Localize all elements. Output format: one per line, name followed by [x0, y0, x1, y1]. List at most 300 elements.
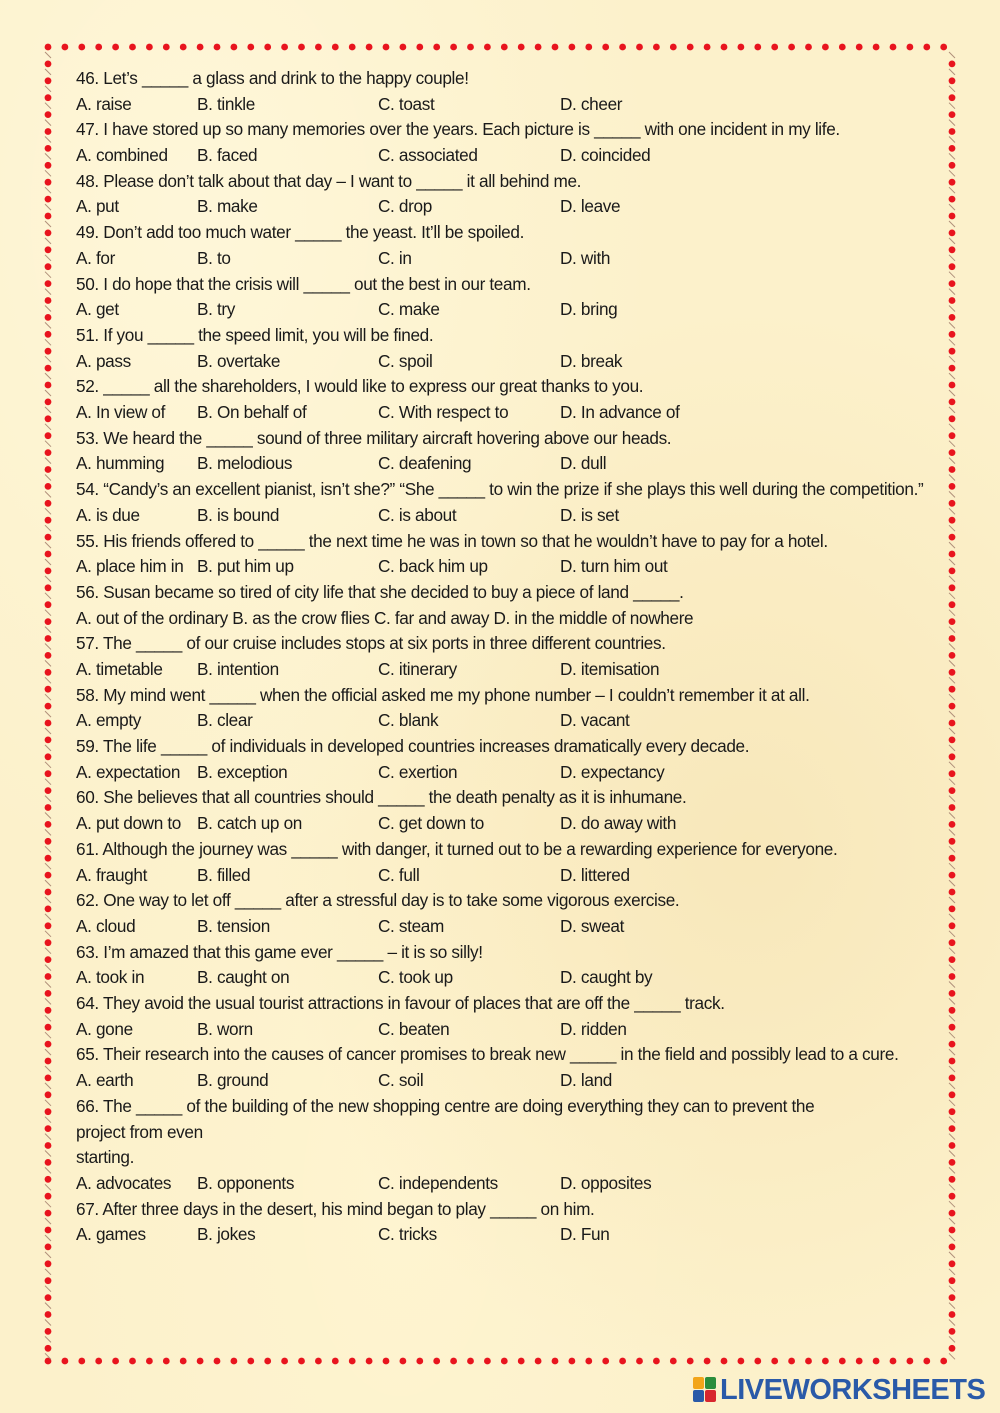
border-dot: [332, 1358, 339, 1365]
border-dash: [45, 593, 51, 599]
option-a: A. raise: [76, 93, 132, 114]
option-b: B. put him up: [197, 556, 294, 577]
border-dot: [949, 263, 956, 270]
option-b: B. tinkle: [197, 93, 255, 114]
question-item: [76, 374, 948, 425]
question-text: 55. His friends offered to _____ the next time he was in town so that he wouldn’t have to pay for a hotel.: [76, 530, 828, 551]
border-dot: [45, 770, 52, 777]
option-c: C. took up: [378, 967, 453, 988]
border-dash: [45, 1032, 51, 1038]
border-dash: [949, 1032, 955, 1038]
border-dot: [45, 399, 52, 406]
border-dot: [45, 314, 52, 321]
question-text: 60. She believes that all countries should _____ the death penalty as it is inhumane.: [76, 787, 687, 808]
option-c: C. soil: [378, 1070, 424, 1091]
border-dot: [45, 906, 52, 913]
border-dash: [949, 931, 955, 937]
option-d: D. cheer: [560, 93, 623, 114]
border-dot: [45, 1024, 52, 1031]
question-text: 54. “Candy’s an excellent pianist, isn’t she?” “She _____ to win the prize if she plays this well during the competition.”: [76, 479, 924, 500]
question-text: 65. Their research into the causes of cancer promises to break new _____ in the field and possibly lead to a cure.: [76, 1044, 899, 1065]
option-b: B. exception: [197, 761, 288, 782]
option-c: C. itinerary: [378, 659, 457, 679]
border-dot: [45, 838, 52, 845]
border-dot: [949, 466, 956, 473]
border-dot: [45, 179, 52, 186]
option-c: C. associated: [378, 145, 478, 166]
border-dot: [949, 500, 956, 507]
border-dash: [45, 272, 51, 278]
border-dot: [585, 44, 592, 51]
border-dash: [949, 829, 955, 835]
option-c: C. drop: [378, 196, 432, 217]
logo-text: LIVEWORKSHEETS: [720, 1373, 986, 1406]
border-dot: [949, 990, 956, 997]
border-dot: [805, 1358, 812, 1365]
border-dot: [907, 44, 914, 51]
border-dot: [45, 280, 52, 287]
border-dot: [535, 44, 542, 51]
question-item: [76, 888, 948, 939]
border-dot: [949, 1159, 956, 1166]
answer-options: [76, 349, 948, 375]
option-d: D. Fun: [560, 1224, 610, 1245]
answer-options: [76, 143, 948, 169]
border-dot: [949, 804, 956, 811]
question-item: [76, 272, 948, 323]
border-dash: [45, 322, 51, 328]
option-a: A. place him in: [76, 556, 184, 577]
border-dash: [949, 948, 955, 954]
border-dash: [949, 914, 955, 920]
border-dash: [949, 1117, 955, 1123]
border-dot: [619, 1358, 626, 1365]
border-dot: [949, 838, 956, 845]
border-dash: [949, 660, 955, 666]
border-dot: [788, 44, 795, 51]
border-dash: [45, 170, 51, 176]
border-dash: [949, 491, 955, 497]
option-a: A. gone: [76, 1018, 133, 1039]
answer-options: [76, 194, 948, 220]
border-dot: [949, 1311, 956, 1318]
question-text: 53. We heard the _____ sound of three military aircraft hovering above our heads.: [76, 427, 672, 448]
border-dot: [45, 584, 52, 591]
option-a: A. In view of: [76, 402, 166, 423]
border-dot: [949, 1193, 956, 1200]
border-dash: [45, 846, 51, 852]
answer-options-line: A. out of the ordinary B. as the crow flies C. far and away D. in the middle of nowhere: [76, 607, 694, 628]
border-dot: [949, 956, 956, 963]
answer-options: [76, 657, 948, 683]
border-dash: [949, 137, 955, 143]
border-dot: [45, 939, 52, 946]
border-dot: [949, 1075, 956, 1082]
answer-options: [76, 863, 948, 889]
border-dash: [949, 289, 955, 295]
border-dash: [45, 813, 51, 819]
border-dash: [949, 762, 955, 768]
border-dash: [45, 187, 51, 193]
border-dot: [949, 61, 956, 68]
border-dot: [949, 922, 956, 929]
answer-options: [76, 451, 948, 477]
border-dash: [45, 610, 51, 616]
border-dot: [45, 1277, 52, 1284]
border-dash: [45, 779, 51, 785]
border-dash: [45, 914, 51, 920]
border-dash: [949, 965, 955, 971]
option-c: C. blank: [378, 710, 439, 731]
border-dot: [45, 635, 52, 642]
border-dot: [163, 1358, 170, 1365]
border-dash: [45, 1184, 51, 1190]
border-dot: [45, 1244, 52, 1251]
border-dot: [949, 737, 956, 744]
question-text: 46. Let’s _____ a glass and drink to the happy couple!: [76, 68, 469, 88]
border-dash: [45, 694, 51, 700]
border-dot: [45, 297, 52, 304]
option-b: B. filled: [197, 864, 251, 885]
option-b: B. faced: [197, 145, 258, 166]
border-dot: [366, 44, 373, 51]
border-dot: [949, 770, 956, 777]
border-dot: [949, 703, 956, 710]
border-dot: [112, 1358, 119, 1365]
border-dash: [949, 846, 955, 852]
border-dash: [949, 982, 955, 988]
border-dot: [247, 44, 254, 51]
option-b: B. worn: [197, 1018, 253, 1039]
answer-options: [76, 400, 948, 426]
border-dash: [45, 576, 51, 582]
border-dot: [45, 534, 52, 541]
border-dot: [45, 382, 52, 389]
border-dot: [45, 601, 52, 608]
border-dash: [949, 1083, 955, 1089]
border-dot: [45, 466, 52, 473]
border-dash: [45, 491, 51, 497]
border-dot: [383, 1358, 390, 1365]
border-dot: [949, 1294, 956, 1301]
border-dot: [45, 44, 52, 51]
option-a: A. get: [76, 299, 119, 320]
question-text: 51. If you _____ the speed limit, you will be fined.: [76, 324, 434, 345]
question-item: [76, 734, 948, 785]
border-dash: [949, 1353, 955, 1359]
border-dot: [298, 44, 305, 51]
border-dash: [949, 627, 955, 633]
question-text: 49. Don’t add too much water _____ the yeast. It’ll be spoiled.: [76, 222, 525, 243]
border-dot: [754, 44, 761, 51]
option-c: C. make: [378, 299, 440, 320]
option-d: D. opposites: [560, 1172, 652, 1193]
border-dash: [45, 1320, 51, 1326]
answer-options: [76, 914, 948, 940]
border-dot: [949, 618, 956, 625]
border-dot: [247, 1358, 254, 1365]
question-item: [76, 631, 948, 682]
border-dot: [949, 720, 956, 727]
border-dash: [45, 1235, 51, 1241]
question-item: [76, 991, 948, 1042]
question-text: 58. My mind went _____ when the official asked me my phone number – I couldn’t remember it at all.: [76, 684, 810, 705]
worksheet-body: [76, 66, 948, 1248]
border-dot: [518, 1358, 525, 1365]
border-dot: [45, 753, 52, 760]
question-item: [76, 66, 948, 117]
question-item: [76, 477, 948, 528]
border-dot: [949, 1058, 956, 1065]
border-dot: [602, 1358, 609, 1365]
border-dot: [949, 1091, 956, 1098]
border-dash: [45, 238, 51, 244]
option-b: B. make: [197, 196, 258, 217]
option-b: B. caught on: [197, 967, 290, 988]
border-dot: [949, 635, 956, 642]
border-dash: [45, 1083, 51, 1089]
border-dot: [129, 44, 136, 51]
border-dot: [788, 1358, 795, 1365]
border-dot: [78, 1358, 85, 1365]
answer-options: [76, 965, 948, 991]
border-dot: [949, 889, 956, 896]
border-dot: [45, 1007, 52, 1014]
border-dash: [45, 660, 51, 666]
border-dot: [45, 1176, 52, 1183]
border-dot: [949, 179, 956, 186]
border-dot: [281, 1358, 288, 1365]
border-dot: [949, 280, 956, 287]
border-dash: [949, 1015, 955, 1021]
border-dot: [890, 1358, 897, 1365]
border-dot: [949, 568, 956, 575]
border-dash: [45, 1100, 51, 1106]
border-dash: [949, 1336, 955, 1342]
question-text: 62. One way to let off _____ after a stressful day is to take some vigorous exercise.: [76, 890, 680, 911]
border-dot: [949, 348, 956, 355]
border-dot: [45, 804, 52, 811]
border-dot: [949, 1041, 956, 1048]
border-dot: [45, 1075, 52, 1082]
answer-options: [76, 708, 948, 734]
border-dash: [45, 559, 51, 565]
border-dash: [45, 339, 51, 345]
border-dot: [873, 1358, 880, 1365]
question-text: 59. The life _____ of individuals in developed countries increases dramatically every decade.: [76, 736, 750, 757]
border-dash: [949, 1286, 955, 1292]
border-dot: [45, 855, 52, 862]
question-item: [76, 529, 948, 580]
option-a: A. earth: [76, 1070, 134, 1091]
border-dash: [949, 1303, 955, 1309]
option-a: A. is due: [76, 504, 140, 525]
border-dash: [45, 1269, 51, 1275]
border-dot: [298, 1358, 305, 1365]
border-dot: [45, 787, 52, 794]
question-item: [76, 1042, 948, 1093]
border-dot: [585, 1358, 592, 1365]
option-a: A. for: [76, 247, 115, 268]
border-dot: [704, 1358, 711, 1365]
border-dot: [95, 1358, 102, 1365]
option-d: D. In advance of: [560, 402, 680, 423]
option-b: B. jokes: [197, 1224, 256, 1245]
border-dash: [949, 1218, 955, 1224]
border-dash: [949, 69, 955, 75]
border-dot: [433, 1358, 440, 1365]
border-dot: [45, 1210, 52, 1217]
border-dot: [721, 1358, 728, 1365]
border-dot: [949, 1142, 956, 1149]
border-dash: [45, 863, 51, 869]
border-dot: [129, 1358, 136, 1365]
option-d: D. sweat: [560, 915, 625, 936]
border-dash: [949, 153, 955, 159]
border-dash: [949, 120, 955, 126]
border-dash: [949, 1151, 955, 1157]
border-dot: [45, 1227, 52, 1234]
border-dot: [433, 44, 440, 51]
border-dot: [704, 44, 711, 51]
border-dot: [949, 162, 956, 169]
border-dot: [45, 61, 52, 68]
question-item: [76, 323, 948, 374]
border-dash: [949, 897, 955, 903]
border-dot: [949, 145, 956, 152]
border-dash: [949, 1184, 955, 1190]
border-dash: [949, 356, 955, 362]
border-dot: [264, 44, 271, 51]
border-dot: [45, 1294, 52, 1301]
border-dash: [949, 863, 955, 869]
option-d: D. is set: [560, 504, 619, 525]
border-dash: [949, 1252, 955, 1258]
border-dash: [45, 137, 51, 143]
border-dash: [45, 1167, 51, 1173]
question-text: 52. _____ all the shareholders, I would like to express our great thanks to you.: [76, 376, 644, 397]
border-dash: [949, 475, 955, 481]
border-dot: [949, 551, 956, 558]
border-dot: [949, 652, 956, 659]
option-a: A. fraught: [76, 864, 148, 885]
border-dot: [214, 44, 221, 51]
option-b: B. catch up on: [197, 813, 302, 834]
border-dot: [949, 432, 956, 439]
border-dash: [949, 103, 955, 109]
border-dot: [45, 568, 52, 575]
border-dot: [45, 703, 52, 710]
option-c: C. With respect to: [378, 402, 509, 423]
option-b: B. to: [197, 247, 231, 268]
border-dot: [949, 365, 956, 372]
answer-options: [76, 246, 948, 272]
border-dash: [949, 1320, 955, 1326]
answer-options: [76, 1222, 948, 1248]
border-dash: [45, 306, 51, 312]
border-dot: [45, 652, 52, 659]
border-dot: [45, 1142, 52, 1149]
border-dot: [822, 44, 829, 51]
border-dot: [949, 77, 956, 84]
border-dot: [45, 973, 52, 980]
border-dash: [949, 813, 955, 819]
border-dot: [949, 1176, 956, 1183]
question-item: [76, 940, 948, 991]
border-dash: [45, 728, 51, 734]
option-c: C. deafening: [378, 453, 472, 474]
border-dash: [45, 931, 51, 937]
border-dot: [45, 94, 52, 101]
border-dash: [45, 204, 51, 210]
option-c: C. spoil: [378, 350, 433, 371]
border-dash: [949, 424, 955, 430]
border-dash: [949, 880, 955, 886]
border-dot: [62, 1358, 69, 1365]
border-dash: [949, 407, 955, 413]
border-dot: [349, 44, 356, 51]
border-dash: [949, 255, 955, 261]
border-dot: [949, 1260, 956, 1267]
border-dot: [856, 44, 863, 51]
border-dot: [281, 44, 288, 51]
question-text: 57. The _____ of our cruise includes stops at six ports in three different countries.: [76, 633, 666, 654]
border-dash: [949, 339, 955, 345]
border-dot: [771, 1358, 778, 1365]
border-dot: [450, 44, 457, 51]
border-dot: [45, 449, 52, 456]
option-b: B. melodious: [197, 453, 293, 474]
option-a: A. cloud: [76, 915, 136, 936]
border-dot: [180, 44, 187, 51]
question-item: [76, 1197, 948, 1248]
border-dot: [949, 196, 956, 203]
border-dot: [949, 517, 956, 524]
border-dot: [45, 1159, 52, 1166]
border-dash: [949, 1201, 955, 1207]
border-dash: [949, 779, 955, 785]
border-dash: [45, 52, 51, 58]
question-item: [76, 169, 948, 220]
border-dot: [856, 1358, 863, 1365]
question-item: [76, 117, 948, 168]
option-b: B. intention: [197, 659, 279, 679]
border-dot: [873, 44, 880, 51]
border-dot: [738, 44, 745, 51]
border-dot: [45, 365, 52, 372]
border-dot: [949, 1125, 956, 1132]
border-dot: [400, 1358, 407, 1365]
border-dot: [45, 230, 52, 237]
border-dash: [949, 1167, 955, 1173]
border-dash: [949, 1134, 955, 1140]
border-dot: [45, 1193, 52, 1200]
option-b: B. opponents: [197, 1172, 295, 1193]
border-dot: [721, 44, 728, 51]
border-dot: [949, 382, 956, 389]
border-dot: [636, 44, 643, 51]
border-dash: [949, 272, 955, 278]
option-a: A. pass: [76, 350, 131, 371]
option-a: A. put: [76, 196, 119, 217]
border-dash: [45, 69, 51, 75]
border-dot: [45, 246, 52, 253]
option-a: A. expectation: [76, 761, 181, 782]
option-d: D. ridden: [560, 1018, 627, 1039]
border-dot: [45, 162, 52, 169]
border-dash: [45, 897, 51, 903]
border-dash: [45, 880, 51, 886]
